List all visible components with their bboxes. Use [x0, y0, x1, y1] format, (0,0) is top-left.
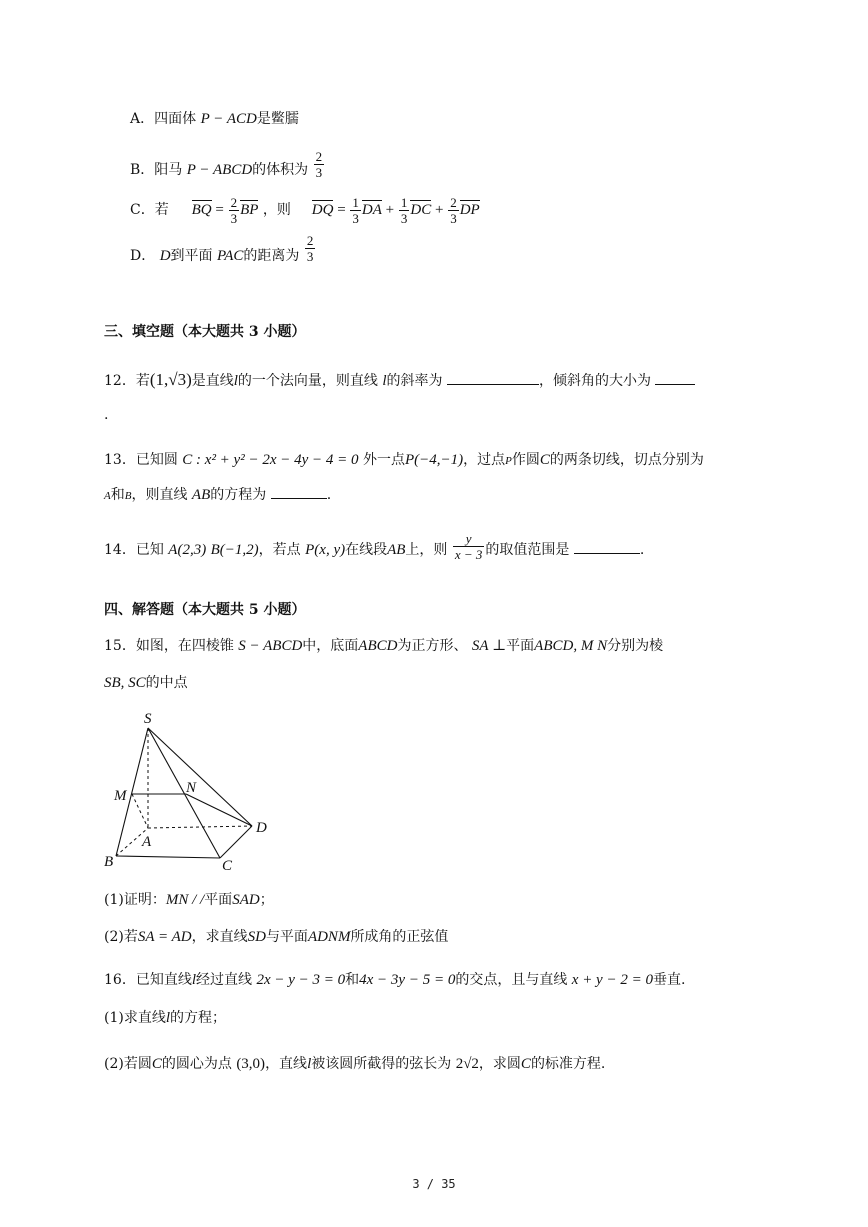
answer-blank[interactable] — [574, 539, 640, 554]
option-a-tail: 是鳖臑 — [256, 111, 299, 127]
answer-blank[interactable] — [271, 484, 327, 499]
vertex-label-m: M — [114, 788, 127, 804]
option-c-label: C．若 — [130, 202, 169, 218]
question-12: 12．若(1,√3)是直线l的一个法向量，则直线 l的斜率为 ，倾斜角的大小为 — [104, 370, 695, 391]
question-15-part1: (1)证明：MN / /平面SAD； — [104, 892, 274, 908]
option-a-label: A．四面体 — [130, 111, 197, 127]
option-d-var: D — [159, 248, 171, 264]
option-b — [130, 150, 325, 190]
page-number: 3 / 35 — [412, 1177, 456, 1191]
answer-blank[interactable] — [655, 370, 695, 385]
option-d — [130, 232, 316, 276]
option-a — [130, 109, 299, 129]
option-d-fraction: $\frac{2}{3}$ — [306, 232, 314, 264]
option-c-comma: ，则 — [262, 202, 291, 218]
answer-blank[interactable] — [447, 370, 539, 385]
vertex-label-s: S — [144, 711, 152, 727]
option-d-mid: 到平面 — [170, 248, 213, 264]
vertex-label-c: C — [222, 858, 233, 874]
option-d-tail: 的距离为 — [243, 248, 300, 264]
option-a-math: P − ACD — [200, 111, 257, 127]
pyramid-figure — [100, 708, 280, 878]
option-b-math: P − ABCD — [186, 162, 253, 178]
option-b-fraction: $\frac{2}{3}$ — [315, 148, 323, 180]
option-b-mid: 的体积为 — [252, 162, 309, 178]
vertex-label-a: A — [142, 834, 152, 850]
question-15-part2: (2)若SA = AD，求直线SD与平面ADNM所成角的正弦值 — [104, 929, 449, 945]
question-15-line2: SB, SC的中点 — [104, 675, 188, 691]
option-d-plane: PAC — [216, 248, 244, 264]
option-d-label: D． — [130, 248, 156, 264]
question-14: 14．已知 A(2,3) B(−1,2)，若点 P(x, y)在线段AB上，则 $\frac{y}{x - 3}$ 的取值范围是 . — [104, 530, 645, 562]
circle-equation: C : x² + y² − 2x − 4y − 4 = 0 — [182, 452, 359, 468]
vertex-label-b: B — [104, 854, 114, 870]
question-15: 15．如图，在四棱锥 S − ABCD中，底面ABCD为正方形、 SA ⊥平面ABCD, M N分别为棱 — [104, 638, 664, 654]
question-13-line2: A和B，则直线 AB的方程为 . — [104, 484, 331, 506]
question-16: 16．已知直线l经过直线 2x − y − 3 = 0和4x − 3y − 5 = 0的交点，且与直线 x + y − 2 = 0垂直. — [104, 972, 686, 988]
option-b-label: B．阳马 — [130, 162, 183, 178]
question-16-part1: (1)求直线l的方程； — [104, 1010, 227, 1026]
question-16-part2: (2)若圆C的圆心为点 (3,0)，直线l被该圆所截得的弦长为 2√2，求圆C的标准方程. — [104, 1056, 606, 1072]
question-13: 13．已知圆 C : x² + y² − 2x − 4y − 4 = 0 外一点P(−4,−1)，过点P作圆C的两条切线，切点分别为 — [104, 452, 704, 468]
section-4-title: 四、解答题（本大题共 5 小题） — [104, 602, 306, 618]
question-12-end: . — [104, 407, 109, 423]
option-c: C．若 BQ = $\frac{2}{3}$ BP ，则 DQ = $\frac{1}{3}$ DA + $\frac{1}{3}$ DC + $\frac{2}{3}$ DP — [130, 194, 480, 226]
vertex-label-n: N — [186, 780, 197, 796]
section-3-title: 三、填空题（本大题共 3 小题） — [104, 324, 306, 340]
vertex-label-d: D — [256, 820, 267, 836]
